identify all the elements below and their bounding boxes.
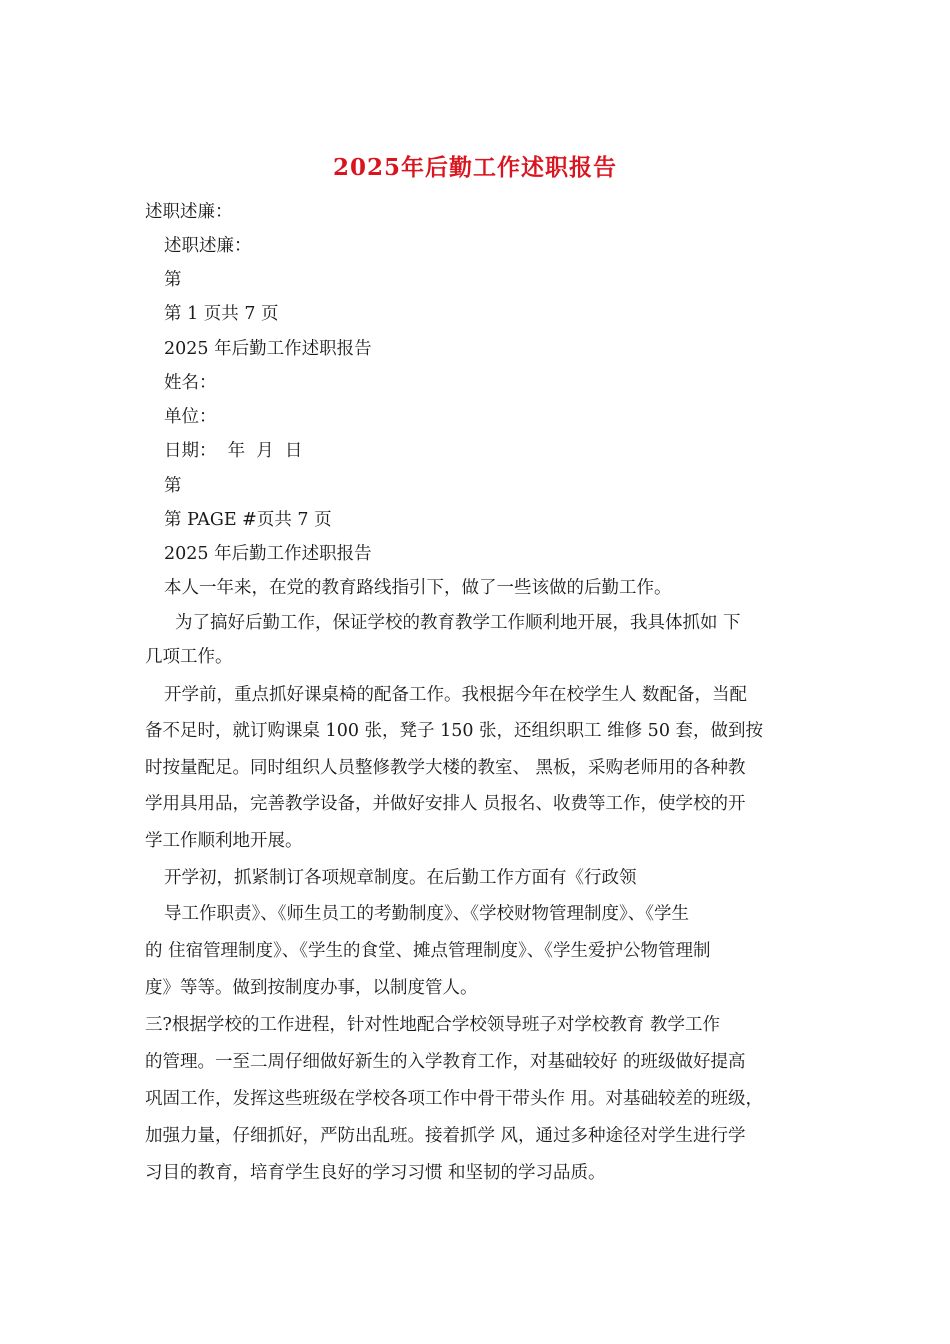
text-line: 时按量配足。同时组织人员整修教学大楼的教室、 黑板，采购老师用的各种教 bbox=[145, 758, 746, 778]
text-line: 述职述廉： bbox=[164, 236, 252, 256]
text-line: 开学初，抓紧制订各项规章制度。在后勤工作方面有《行政领 bbox=[164, 868, 637, 888]
document-title: 2025年后勤工作述职报告 bbox=[332, 154, 617, 181]
text-line: 习目的教育，培育学生良好的学习习惯 和坚韧的学习品质。 bbox=[145, 1163, 606, 1183]
text-line: 巩固工作，发挥这些班级在学校各项工作中骨干带头作 用。对基础较差的班级， bbox=[145, 1089, 764, 1109]
text-line: 导工作职责》、《师生员工的考勤制度》、《学校财物管理制度》、《学生 bbox=[164, 904, 689, 924]
text-line: 三?根据学校的工作进程，针对性地配合学校领导班子对学校教育 教学工作 bbox=[145, 1015, 720, 1035]
text-line: 第 bbox=[164, 270, 182, 290]
text-line: 学用具用品，完善教学设备，并做好安排人 员报名、收费等工作，使学校的开 bbox=[145, 794, 746, 814]
text-line: 加强力量，仔细抓好，严防出乱班。接着抓学 风，通过多种途径对学生进行学 bbox=[145, 1126, 746, 1146]
text-line: 本人一年来，在党的教育路线指引下，做了一些该做的后勤工作。 bbox=[164, 578, 672, 598]
text-line: 第 1 页共 7 页 bbox=[164, 304, 279, 324]
text-line: 2025 年后勤工作述职报告 bbox=[164, 339, 372, 359]
text-line: 述职述廉： bbox=[145, 202, 233, 222]
text-line: 姓名： bbox=[164, 373, 217, 393]
text-line: 2025 年后勤工作述职报告 bbox=[164, 544, 372, 564]
text-line: 开学前，重点抓好课桌椅的配备工作。我根据今年在校学生人 数配备，当配 bbox=[164, 685, 748, 705]
text-line: 度》等等。做到按制度办事，以制度管人。 bbox=[145, 978, 478, 998]
text-line: 日期： 年 月 日 bbox=[164, 441, 303, 461]
text-line: 的管理。一至二周仔细做好新生的入学教育工作，对基础较好 的班级做好提高 bbox=[145, 1052, 746, 1072]
text-line: 第 PAGE #页共 7 页 bbox=[164, 510, 332, 530]
text-line: 为了搞好后勤工作，保证学校的教育教学工作顺利地开展，我具体抓如 下 bbox=[175, 613, 741, 633]
text-line: 单位： bbox=[164, 407, 217, 427]
text-line: 学工作顺利地开展。 bbox=[145, 831, 303, 851]
text-line: 备不足时，就订购课桌 100 张，凳子 150 张，还组织职工 维修 50 套，做到按 bbox=[145, 721, 764, 741]
text-line: 的 住宿管理制度》、《学生的食堂、摊点管理制度》、《学生爱护公物管理制 bbox=[145, 941, 711, 961]
text-line: 几项工作。 bbox=[145, 647, 233, 667]
text-line: 第 bbox=[164, 476, 182, 496]
